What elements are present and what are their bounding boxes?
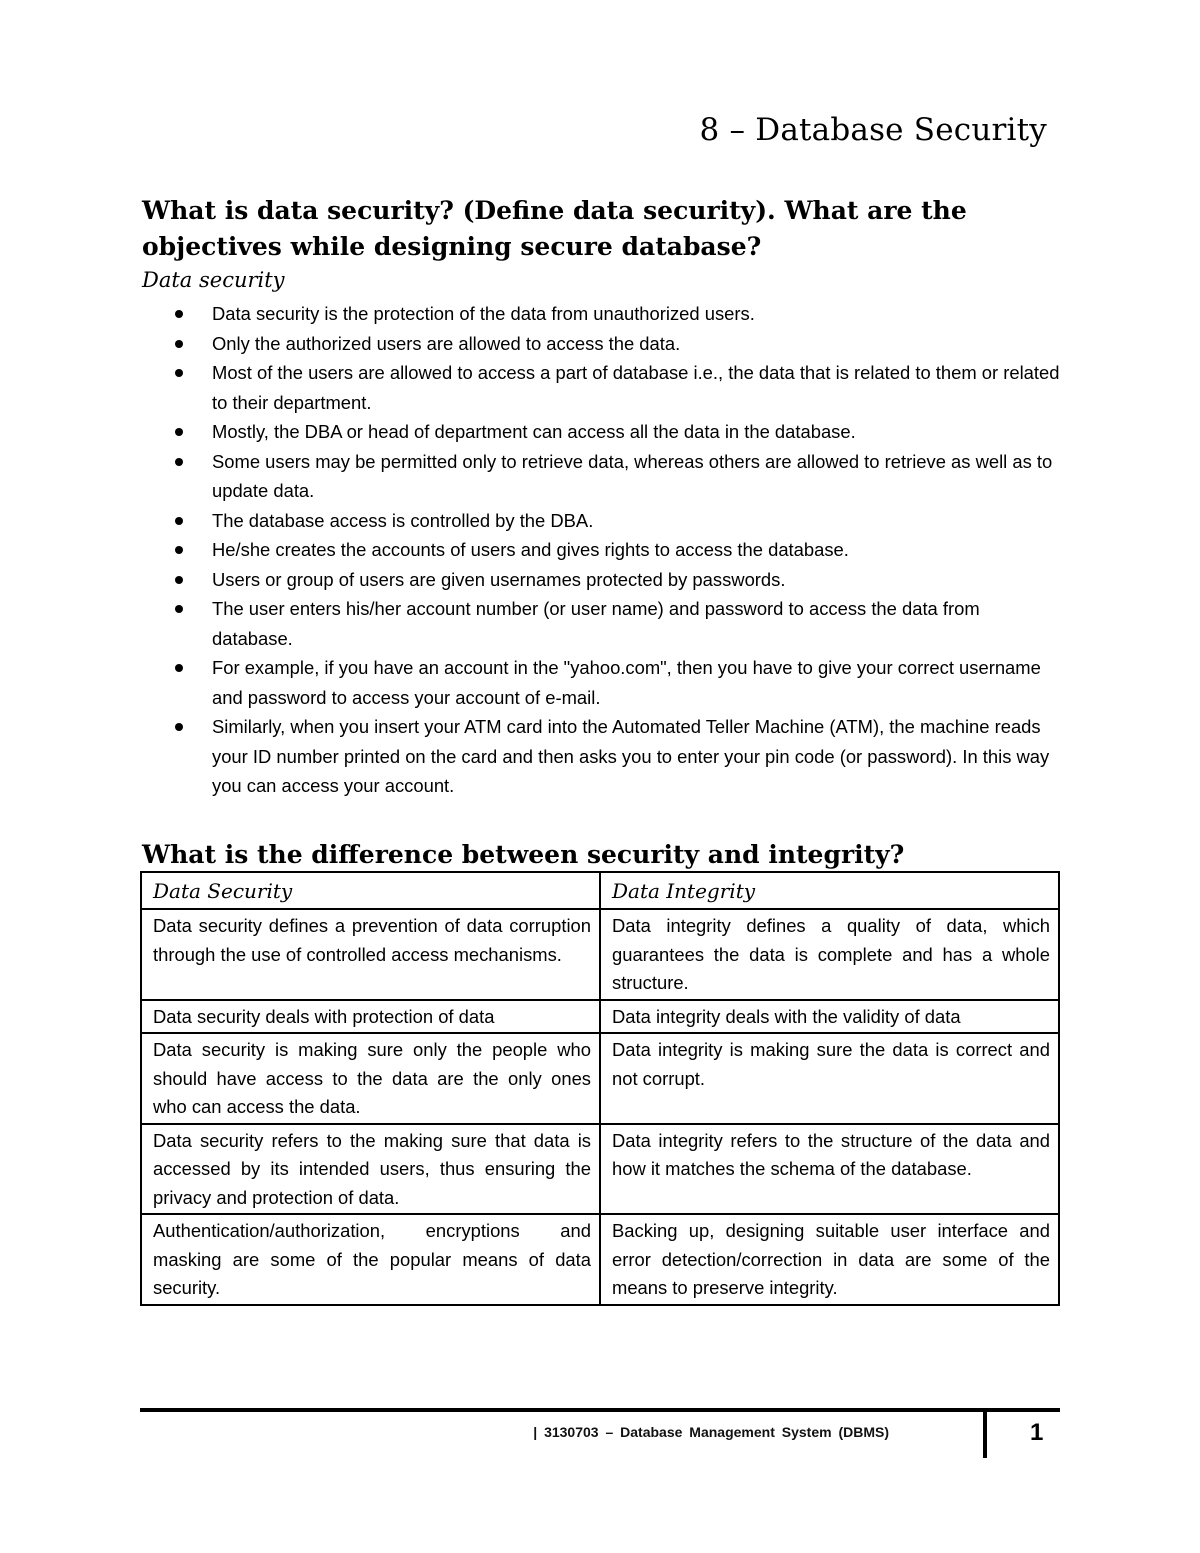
list-item: [142, 565, 1062, 595]
bullet-icon: [175, 723, 183, 731]
bullet-icon: [175, 576, 183, 584]
question-heading-2: What is the difference between security and integrity?: [142, 840, 905, 869]
list-item-text: Mostly, the DBA or head of department can access all the data in the database.: [212, 421, 856, 442]
list-item: [142, 417, 1062, 447]
footer-divider: [140, 1408, 1060, 1412]
list-item-text: Some users may be permitted only to retrieve data, whereas others are allowed to retrieve as well as to update data.: [212, 450, 1053, 501]
bullet-icon: [175, 340, 183, 348]
table-cell-integrity: Data integrity is making sure the data is correct and not corrupt.: [600, 1033, 1059, 1124]
bullet-icon: [175, 310, 183, 318]
list-item-text: Only the authorized users are allowed to access the data.: [212, 332, 681, 354]
table-row: [141, 1124, 1059, 1215]
table-cell-security: Data security is making sure only the people who should have access to the data are the only ones who can access the data.: [141, 1033, 600, 1124]
column-header-security: Data Security: [141, 872, 600, 909]
table-row: [141, 1033, 1059, 1124]
table-cell-security: Data security deals with protection of data: [141, 1000, 600, 1034]
list-item-text: The user enters his/her account number (or user name) and password to access the data from database.: [212, 598, 980, 649]
table-row: [141, 1000, 1059, 1034]
table-cell-security: Authentication/authorization, encryptions and masking are some of the popular means of data security.: [141, 1214, 600, 1305]
footer-course-title: | 3130703 – Database Management System (DBMS): [533, 1424, 889, 1440]
table-cell-integrity: Backing up, designing suitable user interface and error detection/correction in data are some of the means to preserve integrity.: [600, 1214, 1059, 1305]
list-item-text: He/she creates the accounts of users and gives rights to access the database.: [212, 539, 849, 560]
list-item-text: Similarly, when you insert your ATM card into the Automated Teller Machine (ATM), the machine reads your ID number printed on the card and then asks you to enter your pin code (or password). In this way you can access your account.: [212, 716, 1050, 796]
table-row: [141, 909, 1059, 1000]
question-heading-1: What is data security? (Define data security). What are the objectives while designing secure database?: [142, 196, 967, 261]
bullet-icon: [175, 664, 183, 672]
table-header-row: [141, 872, 1059, 909]
list-item: [142, 358, 1062, 417]
list-item: [142, 329, 1062, 359]
list-item: [142, 712, 1062, 801]
table-cell-integrity: Data integrity defines a quality of data, which guarantees the data is complete and has a whole structure.: [600, 909, 1059, 1000]
bullet-icon: [175, 605, 183, 613]
table-cell-security: Data security defines a prevention of data corruption through the use of controlled access mechanisms.: [141, 909, 600, 1000]
column-header-integrity: Data Integrity: [600, 872, 1059, 909]
list-item: [142, 653, 1062, 712]
bullet-icon: [175, 428, 183, 436]
list-item: [142, 447, 1062, 506]
bullet-list: [142, 299, 1062, 801]
footer-separator: [983, 1412, 987, 1458]
list-item-text: Most of the users are allowed to access a part of database i.e., the data that is related to them or related to their department.: [212, 362, 1060, 413]
list-item: [142, 506, 1062, 536]
list-item: [142, 594, 1062, 653]
bullet-icon: [175, 458, 183, 466]
list-item: [142, 299, 1062, 329]
list-item: [142, 535, 1062, 565]
subheading-data-security: Data security: [142, 268, 285, 292]
list-item-text: Users or group of users are given usernames protected by passwords.: [212, 568, 786, 590]
table-row: [141, 1214, 1059, 1305]
list-item-text: For example, if you have an account in the "yahoo.com", then you have to give your correct username and password to access your account of e-mail.: [212, 657, 1041, 708]
bullet-icon: [175, 546, 183, 554]
list-item-text: The database access is controlled by the DBA.: [212, 509, 594, 531]
chapter-title: 8 – Database Security: [699, 112, 1047, 148]
bullet-icon: [175, 369, 183, 377]
table-cell-integrity: Data integrity refers to the structure of the data and how it matches the schema of the database.: [600, 1124, 1059, 1215]
page-number: 1: [1030, 1419, 1044, 1446]
table-cell-security: Data security refers to the making sure that data is accessed by its intended users, thus ensuring the privacy and protection of data.: [141, 1124, 600, 1215]
table-cell-integrity: Data integrity deals with the validity of data: [600, 1000, 1059, 1034]
list-item-text: Data security is the protection of the data from unauthorized users.: [212, 303, 755, 324]
comparison-table: [140, 871, 1060, 1306]
bullet-icon: [175, 517, 183, 525]
